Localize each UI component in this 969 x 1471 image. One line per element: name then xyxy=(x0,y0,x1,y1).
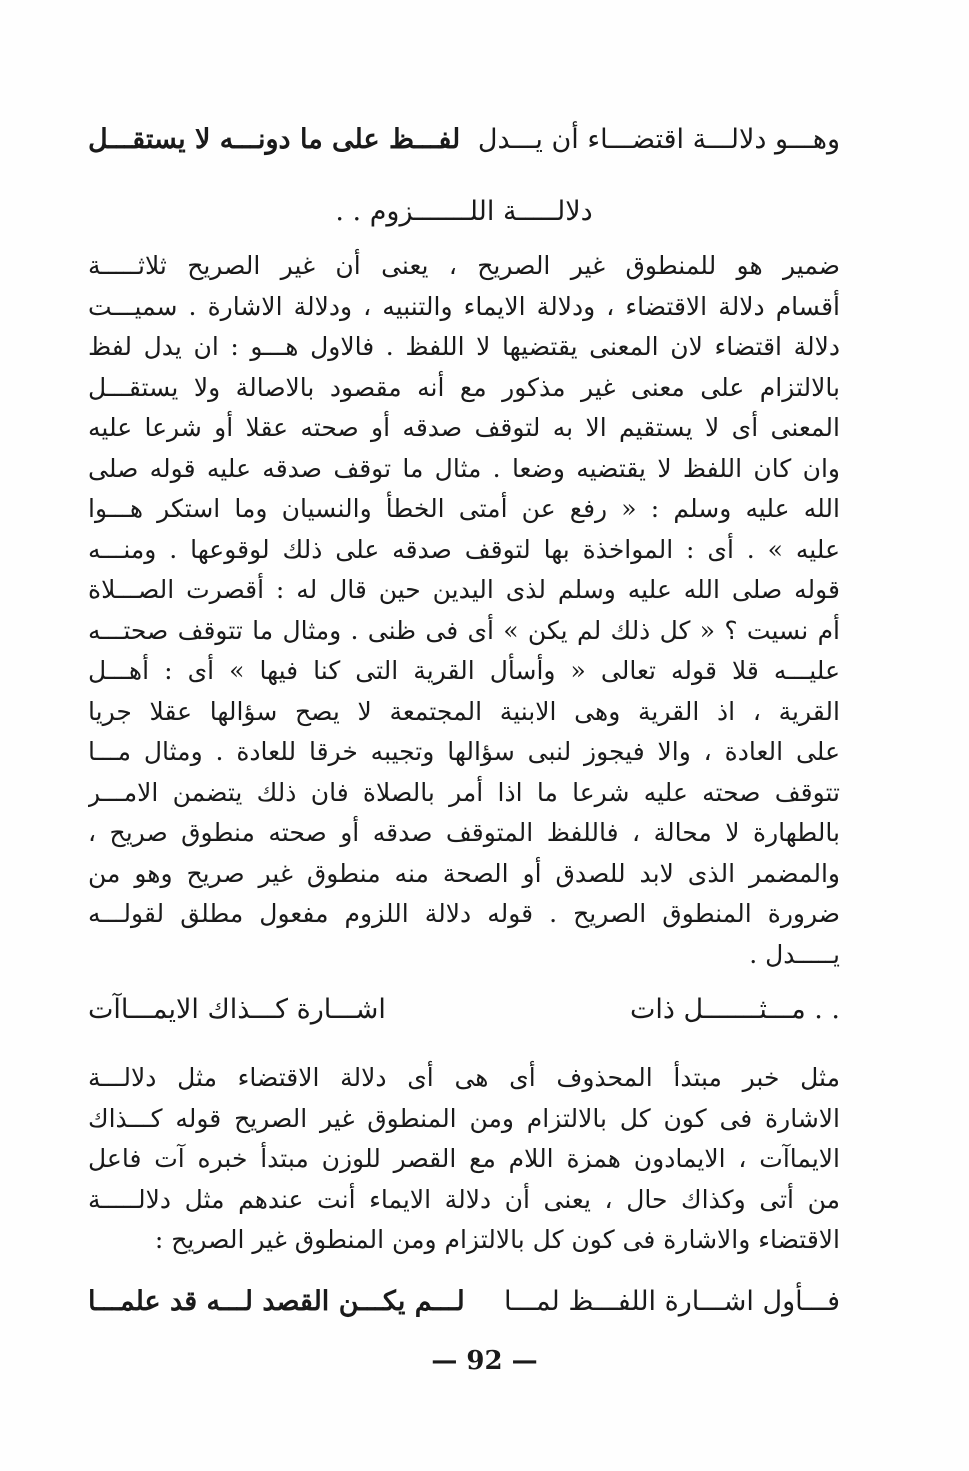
paragraph-line: من أتى وكذاك حال ، يعنى أن دلالة الايماء أنت عندهم مثل دلالـــــة xyxy=(88,1184,840,1214)
paragraph-line: عليـــه قلا قوله تعالى « وأسأل القرية التى كنا فيها » أى : أهـــل xyxy=(88,656,840,685)
paragraph-line: وان كان اللفظ لا يقتضيه وضعا . مثال ما توقف صدقه عليه قوله صلى xyxy=(88,453,840,483)
paragraph-line: قوله صلى الله عليه وسلم لذى اليدين حين قال له : أقصرت الصـــلاة xyxy=(88,575,840,604)
paragraph-line: بالطهارة لا محالة ، فاللفظ المتوقف صدقه أو صحته منطوق صريح ، xyxy=(88,818,840,847)
verse-line-3 xyxy=(88,1282,840,1322)
paragraph-line: أم نسيت ؟ « كل ذلك لم يكن » أى فى ظنى . ومثال ما تتوقف صحتـــه xyxy=(88,615,840,645)
verse-2-first-hemistich: . . مـــثـــــــل ذات xyxy=(629,994,840,1025)
verse-1-first-hemistich: وهـــو دلالـــة اقتضـــاء أن يـــدل xyxy=(477,124,840,155)
paragraph-line: الاقتضاء والاشارة فى كون كل بالالتزام ومن المنطوق غير الصريح : xyxy=(154,1225,840,1254)
paragraph-line: والمضمر الذى لابد للصدق أو الصحة منه منطوق غير صريح وهو من xyxy=(88,858,840,888)
paragraph-line: ضمير هو للمنطوق غير الصريح ، يعنى أن غير الصريح ثلاثـــــة xyxy=(88,251,840,280)
paragraph-line: أقسام دلالة الاقتضاء ، ودلالة الايماء والتنبيه ، ودلالة الاشارة . سميـــت xyxy=(88,291,840,321)
paragraph-line: تتوقف صحته عليه شرعا ما اذا أمر بالصلاة فان ذلك يتضمن الامـــر xyxy=(88,777,840,807)
paragraph-line: على العادة ، والا فيجوز لنبى سؤالها وتجيبه خرقا للعادة . ومثال مـــا xyxy=(88,737,840,766)
paragraph-line: عليه » . أى : المواخذة بها لتوقف صدقه على ذلك لوقوعها . ومنـــه xyxy=(88,534,840,564)
verse-line-1 xyxy=(88,120,840,160)
paragraph-line: ضرورة المنطوق الصريح . قوله دلالة اللزوم مفعول مطلق لقولـــه xyxy=(88,899,840,928)
page-number: — 92 — xyxy=(431,1346,538,1376)
paragraph-line: يـــــدل . xyxy=(749,939,840,969)
verse-line-2 xyxy=(88,990,840,1030)
paragraph-line: مثل خبر مبتدأ المحذوف أى هى أى دلالة الاقتضاء مثل دلالـــة xyxy=(88,1063,840,1092)
verse-3-first-hemistich: فـــأول اشـــارة اللفـــظ لمـــا xyxy=(503,1286,840,1317)
paragraph-line: بالالتزام على معنى غير مذكور مع أنه مقصود بالاصالة ولا يستقـــل xyxy=(88,372,840,402)
commentary-paragraph-1 xyxy=(88,246,840,975)
paragraph-line: الله عليه وسلم : « رفع عن أمتى الخطأ والنسيان وما استكر هـــوا xyxy=(88,494,840,523)
commentary-paragraph-2 xyxy=(88,1058,840,1261)
verse-2-second-hemistich: اشـــارة كـــذاك الايمـــاآت xyxy=(88,994,386,1025)
verse-3-second-hemistich: لـــم يكـــن القصد لـــه قد علمـــا xyxy=(88,1286,465,1317)
paragraph-line: القرية ، اذ القرية وهى الابنية المجتمعة لا يصح سؤالها عقلا جريا xyxy=(88,696,840,726)
verse-1-second-hemistich: لفـــظ على ما دونـــه لا يستقـــل xyxy=(88,124,461,155)
paragraph-line: الايماآت ، الايمادون همزة اللام مع القصر للوزن مبتدأ خبره آت فاعل xyxy=(88,1144,840,1173)
paragraph-line: الاشارة فى كون كل بالالتزام ومن المنطوق غير الصريح قوله كـــذاك xyxy=(88,1103,840,1133)
paragraph-line: دلالة اقتضاء لان المعنى يقتضيها لا اللفظ . فالاول هـــو : ان يدل لفظ xyxy=(88,332,840,361)
section-heading: دلالـــــة اللـــــــزوم . . xyxy=(335,196,593,227)
paragraph-line: المعنى أى لا يستقيم الا به لتوقف صدقه أو صحته عقلا أو شرعا عليه xyxy=(88,413,840,442)
